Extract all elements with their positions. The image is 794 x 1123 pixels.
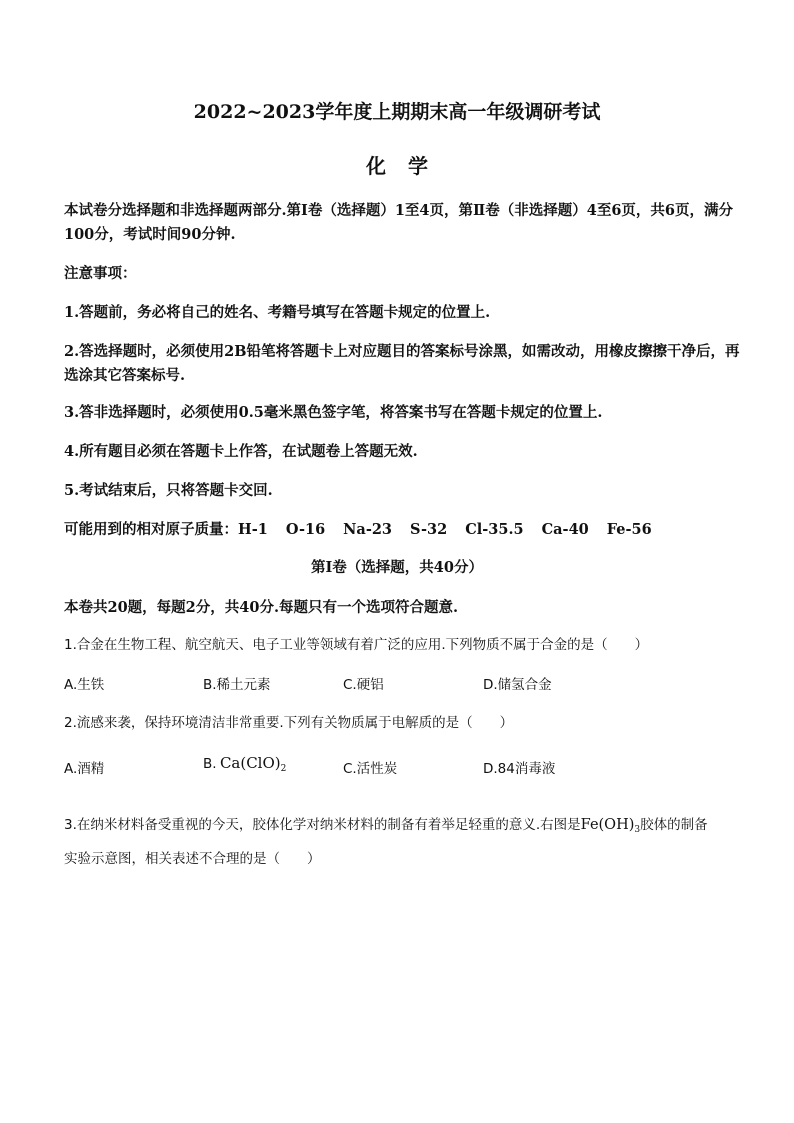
- formula-subscript: 2: [280, 764, 287, 774]
- subject-title: 化学: [366, 154, 450, 178]
- atomic-mass-value: Na-23: [343, 521, 393, 538]
- question-1-option-d: D.储氢合金: [483, 677, 552, 693]
- question-1-option-a: A.生铁: [64, 677, 105, 693]
- option-letter: B.: [203, 756, 217, 772]
- notice-item: 1.答题前，务必将自己的姓名、考籍号填写在答题卡规定的位置上.: [64, 304, 491, 321]
- question-3-stem-line2: 实验示意图，相关表述不合理的是（ ）: [64, 851, 321, 867]
- formula-calcium-hypochlorite: Ca(ClO): [219, 754, 281, 772]
- section-title: 第Ⅰ卷（选择题，共40分）: [311, 559, 483, 576]
- atomic-mass-value: Ca-40: [541, 521, 589, 538]
- notice-item: 3.答非选择题时，必须使用0.5毫米黑色签字笔，将答案书写在答题卡规定的位置上.: [64, 404, 603, 421]
- question-3-stem-part2: 胶体的制备: [640, 817, 708, 833]
- question-3-stem-part1: 3.在纳米材料备受重视的今天，胶体化学对纳米材料的制备有着举足轻重的意义.右图是: [64, 817, 581, 833]
- question-2-option-d: D.84消毒液: [483, 761, 556, 777]
- exam-title: 2022~2023学年度上期期末高一年级调研考试: [193, 101, 601, 123]
- question-1-option-c: C.硬铝: [343, 677, 384, 693]
- question-2-option-a: A.酒精: [64, 761, 105, 777]
- atomic-mass-value: Cl-35.5: [465, 521, 524, 538]
- atomic-mass-label: 可能用到的相对原子质量：: [64, 521, 238, 538]
- atomic-mass-value: O-16: [285, 521, 326, 538]
- question-1-option-b: B.稀土元素: [203, 677, 271, 693]
- atomic-mass-value: Fe-56: [606, 521, 652, 538]
- section-note: 本卷共20题，每题2分，共40分.每题只有一个选项符合题意.: [64, 599, 459, 616]
- notice-item: 2.答选择题时，必须使用2B铅笔将答题卡上对应题目的答案标号涂黑，如需改动，用橡皮擦擦干净后，再选涂其它答案标号.: [64, 343, 740, 384]
- atomic-mass-row: [64, 518, 652, 542]
- question-2-option-c: C.活性炭: [343, 761, 398, 777]
- notice-heading: 注意事项：: [64, 265, 137, 282]
- notice-item: 4.所有题目必须在答题卡上作答，在试题卷上答题无效.: [64, 443, 418, 460]
- question-2-stem: 2.流感来袭，保持环境清洁非常重要.下列有关物质属于电解质的是（ ）: [64, 715, 514, 731]
- formula-iron-hydroxide: Fe(OH): [580, 817, 635, 833]
- question-1-stem: 1.合金在生物工程、航空航天、电子工业等领域有着广泛的应用.下列物质不属于合金的是（ ）: [64, 637, 649, 653]
- atomic-mass-value: H-1: [238, 521, 268, 538]
- formula-subscript: 3: [634, 825, 641, 835]
- question-2-option-b: [203, 754, 286, 774]
- intro-paragraph: 本试卷分选择题和非选择题两部分.第Ⅰ卷（选择题）1至4页，第Ⅱ卷（非选择题）4至6页，共6页，满分100分，考试时间90分钟.: [64, 202, 733, 243]
- question-3-stem: [64, 813, 708, 835]
- notice-item: 5.考试结束后，只将答题卡交回.: [64, 482, 273, 499]
- atomic-mass-value: S-32: [410, 521, 448, 538]
